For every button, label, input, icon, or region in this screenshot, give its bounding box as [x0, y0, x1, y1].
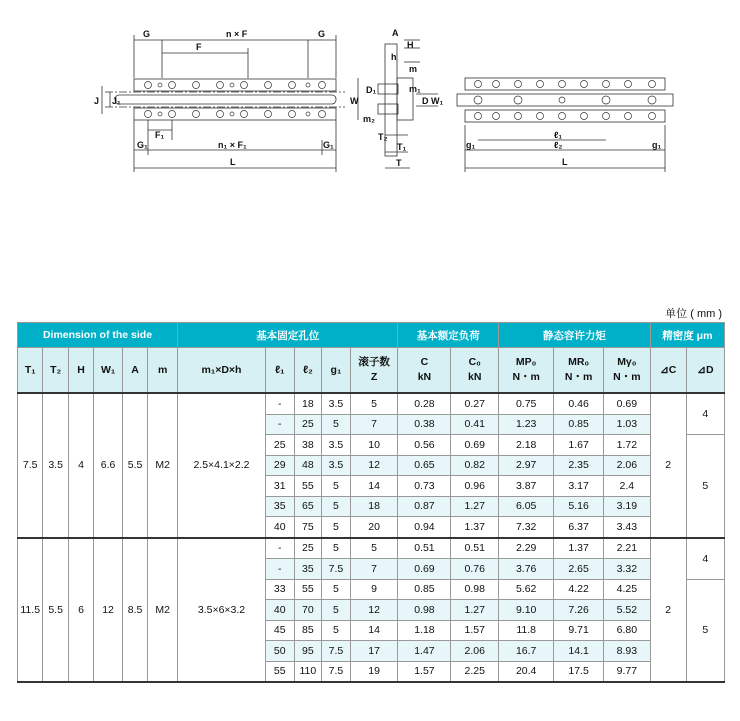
- data-cell: 19: [350, 661, 398, 682]
- precision-dD-cell: 5: [686, 579, 724, 682]
- data-cell: 3.5: [322, 393, 351, 414]
- label-nF: n × F: [226, 29, 248, 39]
- precision-dC-cell: 2: [650, 538, 686, 683]
- data-cell: 16.7: [499, 641, 554, 662]
- label-J: J: [94, 96, 100, 106]
- label-D: D: [422, 96, 429, 106]
- data-cell: 14: [350, 620, 398, 641]
- data-cell: 1.27: [451, 600, 499, 621]
- data-cell: 17: [350, 641, 398, 662]
- precision-dD-cell: 5: [686, 435, 724, 538]
- data-cell: 18: [350, 496, 398, 517]
- data-cell: 31: [265, 476, 294, 497]
- data-cell: 5: [322, 620, 351, 641]
- data-cell: 0.76: [451, 559, 499, 580]
- data-cell: 35: [265, 496, 294, 517]
- data-cell: 2.21: [604, 538, 651, 559]
- data-cell: 3.17: [554, 476, 604, 497]
- col-My0: Mγ₀ N・m: [604, 348, 651, 394]
- data-cell: 0.73: [398, 476, 451, 497]
- precision-dC-cell: 2: [650, 393, 686, 538]
- side-cell: 5.5: [122, 393, 147, 538]
- data-cell: 20.4: [499, 661, 554, 682]
- col-l2: ℓ₂: [294, 348, 322, 394]
- label-l2: ℓ₂: [554, 140, 563, 150]
- data-cell: 11.8: [499, 620, 554, 641]
- data-cell: -: [265, 393, 294, 414]
- col-g1: g₁: [322, 348, 351, 394]
- label-l1: ℓ₁: [554, 130, 563, 140]
- data-cell: 9.77: [604, 661, 651, 682]
- data-cell: 3.5: [322, 435, 351, 456]
- data-cell: 2.4: [604, 476, 651, 497]
- side-cell: M2: [148, 538, 178, 683]
- label-L-left: L: [230, 157, 236, 167]
- data-cell: 2.06: [451, 641, 499, 662]
- label-G1-right: G₁: [323, 140, 334, 150]
- label-m: m: [409, 64, 418, 74]
- data-cell: 0.51: [398, 538, 451, 559]
- label-H: H: [407, 40, 414, 50]
- side-cell: 12: [94, 538, 123, 683]
- label-G-right: G: [318, 29, 326, 39]
- col-A: A: [122, 348, 147, 394]
- data-cell: 1.47: [398, 641, 451, 662]
- label-J1: J₁: [112, 96, 121, 106]
- data-cell: 9.10: [499, 600, 554, 621]
- data-cell: 0.46: [554, 393, 604, 414]
- data-cell: 0.41: [451, 414, 499, 435]
- precision-dD-cell: 4: [686, 393, 724, 435]
- data-cell: 2.97: [499, 455, 554, 476]
- data-cell: 5.62: [499, 579, 554, 600]
- data-cell: 35: [294, 559, 322, 580]
- data-cell: 48: [294, 455, 322, 476]
- side-cell: 6.6: [94, 393, 123, 538]
- data-cell: 0.98: [451, 579, 499, 600]
- data-cell: 2.06: [604, 455, 651, 476]
- data-cell: 20: [350, 517, 398, 538]
- data-cell: 12: [350, 600, 398, 621]
- label-G1-left: G₁: [137, 140, 148, 150]
- end-view-drawing: [350, 28, 443, 168]
- label-F: F: [196, 42, 202, 52]
- data-cell: 8.93: [604, 641, 651, 662]
- data-cell: 65: [294, 496, 322, 517]
- data-cell: 5: [322, 496, 351, 517]
- data-cell: 40: [265, 517, 294, 538]
- data-cell: 4.22: [554, 579, 604, 600]
- label-h: h: [391, 52, 397, 62]
- data-cell: 0.82: [451, 455, 499, 476]
- data-cell: 2.29: [499, 538, 554, 559]
- data-cell: 5: [350, 393, 398, 414]
- data-cell: 5: [322, 517, 351, 538]
- data-cell: 0.75: [499, 393, 554, 414]
- label-g1-right: g₁: [652, 140, 662, 150]
- data-cell: 5: [322, 579, 351, 600]
- header-column-row: [18, 348, 725, 394]
- precision-dD-cell: 4: [686, 538, 724, 580]
- data-cell: 55: [294, 476, 322, 497]
- data-cell: 12: [350, 455, 398, 476]
- side-cell: 5.5: [43, 538, 68, 683]
- data-cell: -: [265, 559, 294, 580]
- plan-view-drawing: [94, 29, 345, 172]
- col-MP0: MP₀ N・m: [499, 348, 554, 394]
- data-cell: 110: [294, 661, 322, 682]
- data-cell: 9: [350, 579, 398, 600]
- data-cell: 25: [294, 538, 322, 559]
- data-cell: 9.71: [554, 620, 604, 641]
- label-g1-left: g₁: [466, 140, 476, 150]
- data-cell: 1.37: [451, 517, 499, 538]
- col-W1: W₁: [94, 348, 123, 394]
- data-cell: 5.16: [554, 496, 604, 517]
- col-l1: ℓ₁: [265, 348, 294, 394]
- group-precision: 精密度 μm: [650, 323, 724, 348]
- data-cell: 14: [350, 476, 398, 497]
- data-cell: 55: [294, 579, 322, 600]
- data-cell: 2.25: [451, 661, 499, 682]
- group-moment: 静态容许力矩: [499, 323, 651, 348]
- data-cell: 0.56: [398, 435, 451, 456]
- data-cell: 7.5: [322, 661, 351, 682]
- data-cell: 7: [350, 414, 398, 435]
- data-cell: 5: [350, 538, 398, 559]
- header-group-row: [18, 323, 725, 348]
- col-m1Dh: m₁×D×h: [178, 348, 266, 394]
- col-dD: ⊿D: [686, 348, 724, 394]
- data-cell: 6.05: [499, 496, 554, 517]
- side-cell: 3.5×6×3.2: [178, 538, 266, 683]
- data-cell: 6.80: [604, 620, 651, 641]
- side-cell: M2: [148, 393, 178, 538]
- data-cell: 40: [265, 600, 294, 621]
- side-cell: 6: [68, 538, 93, 683]
- data-cell: 1.03: [604, 414, 651, 435]
- group-load-rating: 基本额定负荷: [398, 323, 499, 348]
- col-H: H: [68, 348, 93, 394]
- data-cell: 0.27: [451, 393, 499, 414]
- data-cell: 75: [294, 517, 322, 538]
- data-cell: 0.85: [554, 414, 604, 435]
- data-cell: 3.43: [604, 517, 651, 538]
- side-cell: 2.5×4.1×2.2: [178, 393, 266, 538]
- data-cell: 18: [294, 393, 322, 414]
- side-cell: 3.5: [43, 393, 68, 538]
- label-m2: m₂: [363, 114, 376, 124]
- spec-table: [17, 322, 725, 683]
- data-cell: 0.28: [398, 393, 451, 414]
- data-cell: 1.18: [398, 620, 451, 641]
- data-cell: 7.32: [499, 517, 554, 538]
- data-cell: 3.76: [499, 559, 554, 580]
- data-cell: 7.5: [322, 641, 351, 662]
- data-cell: 33: [265, 579, 294, 600]
- data-cell: 0.51: [451, 538, 499, 559]
- data-cell: 0.69: [451, 435, 499, 456]
- data-cell: 4.25: [604, 579, 651, 600]
- data-cell: 7.5: [322, 559, 351, 580]
- data-cell: 2.65: [554, 559, 604, 580]
- label-m1: m₁: [409, 84, 421, 94]
- data-cell: 0.85: [398, 579, 451, 600]
- data-cell: 7: [350, 559, 398, 580]
- data-cell: 3.32: [604, 559, 651, 580]
- data-cell: 10: [350, 435, 398, 456]
- group-dimension: Dimension of the side: [18, 323, 178, 348]
- data-cell: 3.5: [322, 455, 351, 476]
- data-cell: 2.18: [499, 435, 554, 456]
- data-cell: 3.87: [499, 476, 554, 497]
- side-view-drawing: [457, 78, 673, 172]
- data-cell: 29: [265, 455, 294, 476]
- label-D1: D₁: [366, 85, 377, 95]
- data-cell: 0.87: [398, 496, 451, 517]
- label-T1: T₁: [397, 142, 407, 152]
- data-cell: 45: [265, 620, 294, 641]
- data-cell: 55: [265, 661, 294, 682]
- data-cell: 25: [294, 414, 322, 435]
- label-A: A: [392, 28, 399, 38]
- side-cell: 4: [68, 393, 93, 538]
- data-cell: 0.69: [604, 393, 651, 414]
- spec-table-body: [18, 393, 725, 682]
- col-T2: T₂: [43, 348, 68, 394]
- side-cell: 7.5: [18, 393, 43, 538]
- label-W1: W₁: [431, 96, 444, 106]
- data-cell: 0.94: [398, 517, 451, 538]
- data-cell: 0.38: [398, 414, 451, 435]
- side-cell: 8.5: [122, 538, 147, 683]
- col-m: m: [148, 348, 178, 394]
- data-cell: 0.96: [451, 476, 499, 497]
- data-cell: -: [265, 538, 294, 559]
- data-cell: 0.98: [398, 600, 451, 621]
- data-cell: 1.37: [554, 538, 604, 559]
- data-cell: 14.1: [554, 641, 604, 662]
- label-L-right: L: [562, 157, 568, 167]
- data-cell: 6.37: [554, 517, 604, 538]
- side-cell: 11.5: [18, 538, 43, 683]
- label-n1F1: n₁ × F₁: [218, 140, 247, 150]
- data-cell: 5: [322, 476, 351, 497]
- label-T: T: [396, 158, 402, 168]
- data-cell: 70: [294, 600, 322, 621]
- col-dC: ⊿C: [650, 348, 686, 394]
- col-C0: C₀ kN: [451, 348, 499, 394]
- data-cell: 85: [294, 620, 322, 641]
- unit-label: 单位 ( mm ): [665, 308, 722, 320]
- data-cell: 17.5: [554, 661, 604, 682]
- col-C: C kN: [398, 348, 451, 394]
- data-cell: 1.57: [451, 620, 499, 641]
- col-Z: 滚子数 Z: [350, 348, 398, 394]
- label-W: W: [350, 96, 359, 106]
- data-cell: 0.69: [398, 559, 451, 580]
- data-cell: 7.26: [554, 600, 604, 621]
- table-row: [18, 538, 725, 559]
- data-cell: -: [265, 414, 294, 435]
- data-cell: 5: [322, 600, 351, 621]
- technical-drawings: [0, 0, 740, 200]
- data-cell: 1.57: [398, 661, 451, 682]
- data-cell: 5.52: [604, 600, 651, 621]
- data-cell: 2.35: [554, 455, 604, 476]
- data-cell: 5: [322, 414, 351, 435]
- data-cell: 1.72: [604, 435, 651, 456]
- data-cell: 0.65: [398, 455, 451, 476]
- data-cell: 1.23: [499, 414, 554, 435]
- data-cell: 25: [265, 435, 294, 456]
- data-cell: 95: [294, 641, 322, 662]
- data-cell: 3.19: [604, 496, 651, 517]
- data-cell: 1.67: [554, 435, 604, 456]
- col-MR0: MR₀ N・m: [554, 348, 604, 394]
- data-cell: 5: [322, 538, 351, 559]
- table-row: [18, 393, 725, 414]
- label-G-left: G: [143, 29, 151, 39]
- data-cell: 50: [265, 641, 294, 662]
- group-mounting-holes: 基本固定孔位: [178, 323, 398, 348]
- data-cell: 1.27: [451, 496, 499, 517]
- col-T1: T₁: [18, 348, 43, 394]
- data-cell: 38: [294, 435, 322, 456]
- label-T2: T₂: [378, 132, 388, 142]
- label-F1: F₁: [155, 130, 165, 140]
